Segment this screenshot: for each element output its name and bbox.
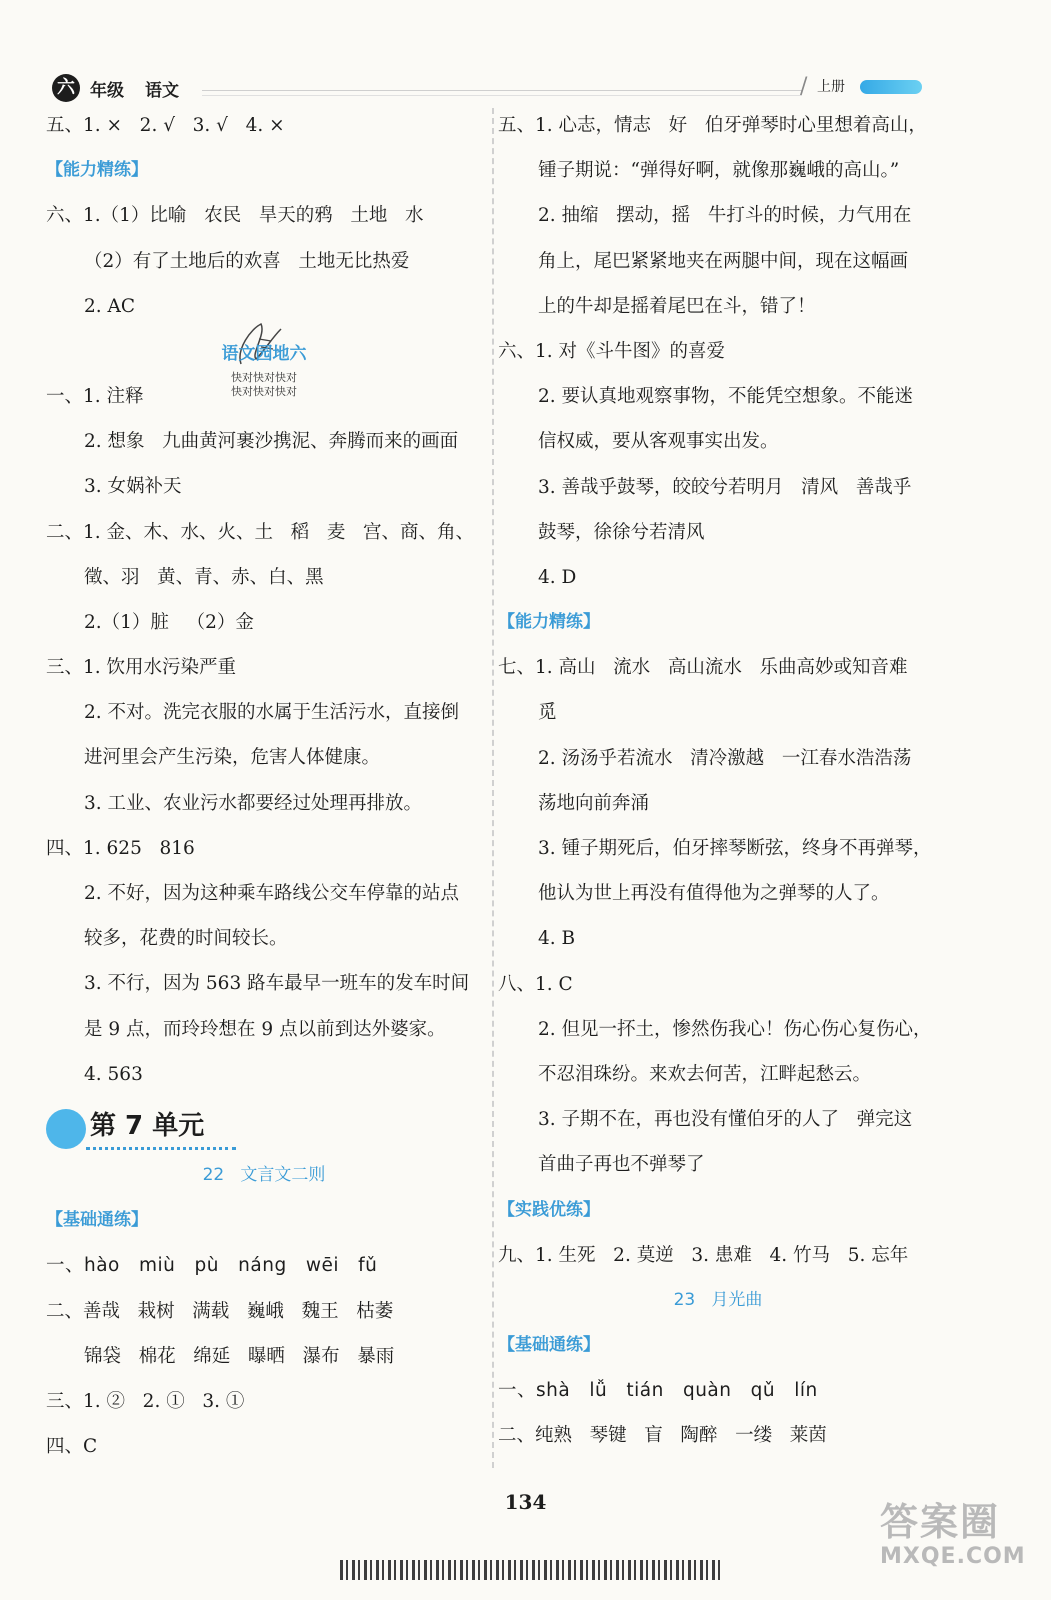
unit-underline bbox=[86, 1147, 236, 1150]
column-divider bbox=[492, 108, 494, 1468]
answer-line: 锦袋 棉花 绵延 曝晒 瀑布 暴雨 bbox=[84, 1345, 395, 1367]
answer-line: 4. 563 bbox=[84, 1063, 143, 1085]
section-tag: 【能力精练】 bbox=[46, 160, 148, 181]
answer-line: 角上，尾巴紧紧地夹在两腿中间，现在这幅画 bbox=[538, 250, 909, 272]
answer-line: 一、1. 注释 bbox=[46, 385, 144, 407]
page-number: 134 bbox=[504, 1490, 547, 1514]
answer-line: 三、1. 饮用水污染严重 bbox=[46, 657, 237, 679]
answer-line: 2. 汤汤乎若流水 清冷激越 一江春水浩浩荡 bbox=[538, 747, 912, 769]
answer-line: 六、1. 对《斗牛图》的喜爱 bbox=[498, 340, 726, 362]
section-tag: 【实践优练】 bbox=[498, 1199, 600, 1220]
answer-line: 九、1. 生死 2. 莫逆 3. 患难 4. 竹马 5. 忘年 bbox=[498, 1244, 909, 1266]
answer-line: 三、1. ② 2. ① 3. ① bbox=[46, 1390, 245, 1412]
answer-line: 六、1.（1）比喻 农民 旱天的鸦 土地 水 bbox=[46, 205, 424, 227]
answer-line: 2. 想象 九曲黄河裹沙携泥、奔腾而来的画面 bbox=[84, 431, 459, 453]
answer-line: 3. 女娲补天 bbox=[84, 476, 182, 498]
left-column bbox=[46, 103, 482, 1469]
header-rule bbox=[202, 90, 802, 91]
unit-heading bbox=[46, 1097, 482, 1153]
answer-line: 七、1. 高山 流水 高山流水 乐曲高妙或知音难 bbox=[498, 657, 908, 679]
subject-label: 语文 bbox=[145, 81, 179, 101]
watermark-logo bbox=[880, 1500, 1040, 1580]
unit-title: 第 7 单元 bbox=[90, 1110, 205, 1141]
stamp-text: 快对快对快对 bbox=[231, 370, 297, 384]
answer-line: 是 9 点，而玲玲想在 9 点以前到达外婆家。 bbox=[84, 1018, 446, 1040]
answer-line: 二、善哉 栽树 满载 巍峨 魏王 枯萎 bbox=[46, 1300, 394, 1322]
answer-line: 首曲子再也不弹琴了 bbox=[538, 1154, 705, 1176]
answer-line: 2. 抽缩 摆动，摇 牛打斗的时候，力气用在 bbox=[538, 205, 912, 227]
answer-line: 四、C bbox=[46, 1436, 98, 1458]
answer-line: 信权威，要从客观事实出发。 bbox=[538, 431, 779, 453]
unit-circle-icon bbox=[46, 1109, 86, 1149]
lesson-title: 23 月光曲 bbox=[673, 1289, 763, 1310]
grade-label: 年级 bbox=[90, 81, 124, 101]
answer-line: 一、hào miù pù náng wēi fǔ bbox=[46, 1255, 378, 1277]
answer-line: 五、1. 心志，情志 好 伯牙弹琴时心里想着高山， bbox=[498, 115, 927, 136]
answer-line: 不忍泪珠纷。来欢去何苦，江畔起愁云。 bbox=[538, 1063, 872, 1085]
watermark-text: 答案圈 bbox=[880, 1500, 1001, 1544]
answer-line: 3. 子期不在，再也没有懂伯牙的人了 弹完这 bbox=[538, 1109, 913, 1131]
section-tag: 【基础通练】 bbox=[498, 1335, 600, 1356]
volume-label: 上册 bbox=[817, 79, 845, 95]
header-slash: / bbox=[800, 74, 808, 99]
lesson-title: 22 文言文二则 bbox=[202, 1164, 326, 1185]
stamp-text: 快对快对快对 bbox=[231, 384, 297, 398]
answer-line: 徵、羽 黄、青、赤、白、黑 bbox=[84, 566, 324, 588]
answer-line: 荡地向前奔涌 bbox=[538, 792, 650, 814]
stamp-area bbox=[46, 329, 482, 419]
answer-line: 进河里会产生污染，危害人体健康。 bbox=[84, 747, 381, 769]
answer-line: 他认为世上再没有值得他为之弹琴的人了。 bbox=[538, 883, 890, 905]
answer-line: 2. 不好，因为这种乘车路线公交车停靠的站点 bbox=[84, 883, 460, 904]
right-column bbox=[498, 103, 938, 1459]
answer-line: 3. 锺子期死后，伯牙摔琴断弦，终身不再弹琴， bbox=[538, 838, 932, 859]
answer-line: 较多，花费的时间较长。 bbox=[84, 928, 288, 950]
answer-line: 2. 不对。洗完衣服的水属于生活污水，直接倒 bbox=[84, 702, 460, 724]
answer-line: 2. AC bbox=[84, 295, 136, 317]
answer-line: 鼓琴，徐徐兮若清风 bbox=[538, 521, 705, 543]
answer-line: 四、1. 625 816 bbox=[46, 837, 195, 859]
barcode-strip bbox=[340, 1560, 720, 1580]
section-tag: 【基础通练】 bbox=[46, 1210, 148, 1231]
answer-line: 3. 工业、农业污水都要经过处理再排放。 bbox=[84, 792, 423, 814]
answer-line: 八、1. C bbox=[498, 973, 573, 995]
answer-line: 锺子期说：“弹得好啊，就像那巍峨的高山。” bbox=[538, 160, 900, 182]
answer-line: （2）有了土地后的欢喜 土地无比热爱 bbox=[84, 250, 410, 272]
lesson-title: 语文园地六 bbox=[221, 343, 307, 364]
answer-line: 3. 不行，因为 563 路车最早一班车的发车时间 bbox=[84, 973, 470, 995]
answer-line: 4. D bbox=[538, 566, 577, 588]
answer-line: 上的牛却是摇着尾巴在斗，错了！ bbox=[538, 295, 816, 317]
section-tag: 【能力精练】 bbox=[498, 612, 600, 633]
header-rule-2 bbox=[202, 95, 802, 96]
answer-line: 2. 但见一抔土，惨然伤我心！伤心伤心复伤心， bbox=[538, 1018, 932, 1040]
watermark-url: MXQE.COM bbox=[880, 1544, 1026, 1569]
answer-line: 二、1. 金、木、水、火、土 稻 麦 宫、商、角、 bbox=[46, 521, 474, 543]
answer-line: 2. 要认真地观察事物，不能凭空想象。不能迷 bbox=[538, 386, 914, 408]
answer-line: 4. B bbox=[538, 928, 576, 950]
answer-line: 2.（1）脏 （2）金 bbox=[84, 611, 254, 633]
answer-line: 二、纯熟 琴键 盲 陶醉 一缕 莱茵 bbox=[498, 1425, 827, 1447]
answer-line: 五、1. × 2. √ 3. √ 4. × bbox=[46, 115, 285, 136]
brand-pill bbox=[860, 80, 922, 94]
answer-line: 觅 bbox=[538, 702, 557, 724]
grade-badge: 六 bbox=[52, 74, 80, 102]
answer-line: 3. 善哉乎鼓琴，皎皎兮若明月 清风 善哉乎 bbox=[538, 476, 912, 498]
answer-line: 一、shà lǚ tián quàn qǔ lín bbox=[498, 1380, 818, 1402]
